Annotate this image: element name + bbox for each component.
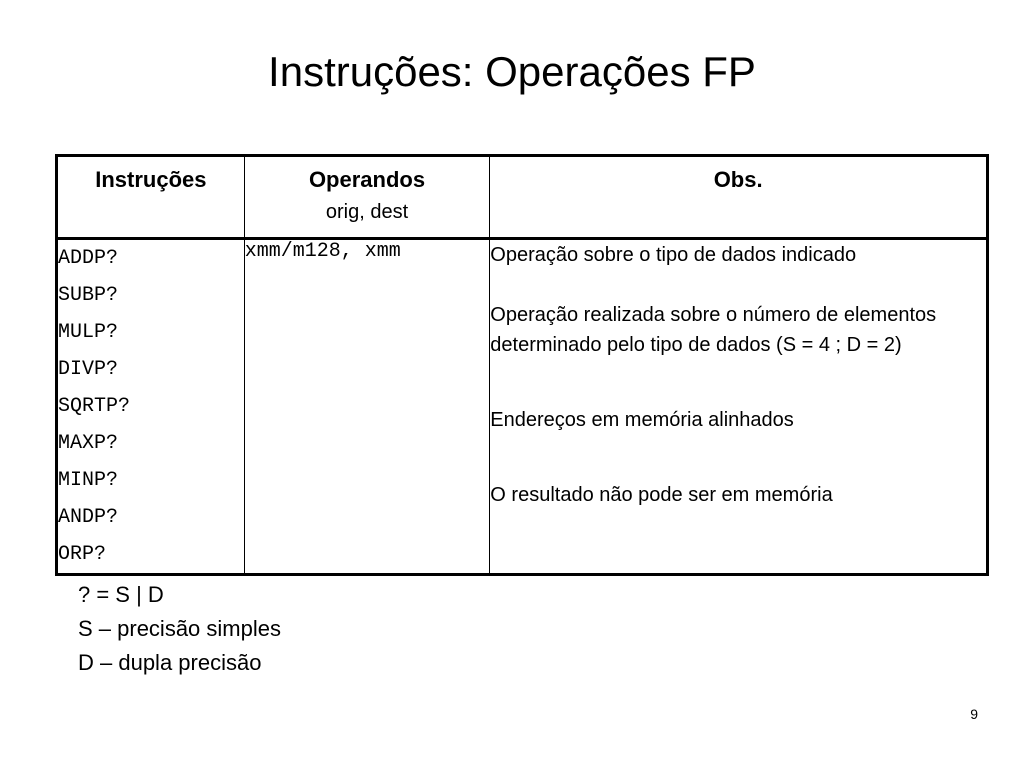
observation-item: O resultado não pode ser em memória: [490, 484, 833, 506]
table-row: [57, 239, 988, 575]
header-operandos-sub: orig, dest: [325, 201, 409, 223]
instruction-list: [58, 240, 244, 573]
instruction-item: ADDP?: [58, 247, 119, 270]
page-number: 9: [970, 706, 978, 722]
instructions-cell: [57, 239, 245, 575]
instruction-item: SQRTP?: [58, 395, 131, 418]
instruction-item: SUBP?: [58, 284, 119, 307]
legend-line: D – dupla precisão: [78, 650, 262, 675]
instruction-item: MINP?: [58, 469, 119, 492]
observation-item: Operação sobre o tipo de dados indicado: [490, 244, 857, 266]
observation-item: Endereços em memória alinhados: [490, 409, 794, 431]
operands-cell: xmm/m128, xmm: [244, 239, 490, 575]
slide-title: Instruções: Operações FP: [268, 48, 756, 95]
header-operandos-label: Operandos: [308, 167, 426, 192]
instruction-item: ORP?: [58, 543, 107, 566]
instruction-item: DIVP?: [58, 358, 119, 381]
header-instrucoes: Instruções: [57, 156, 245, 239]
instructions-table: [55, 154, 989, 576]
header-obs: Obs.: [490, 156, 988, 239]
observations-cell: [490, 239, 988, 575]
legend-line: S – precisão simples: [78, 616, 281, 641]
instruction-item: MAXP?: [58, 432, 119, 455]
header-operandos: [244, 156, 490, 239]
table-header-row: [57, 156, 988, 239]
legend: [78, 578, 281, 680]
observation-item: Operação realizada sobre o número de elementos determinado pelo tipo de dados (S = 4 ; D = 2): [490, 304, 937, 356]
instruction-item: ANDP?: [58, 506, 119, 529]
instruction-item: MULP?: [58, 321, 119, 344]
legend-line: ? = S | D: [78, 582, 164, 607]
